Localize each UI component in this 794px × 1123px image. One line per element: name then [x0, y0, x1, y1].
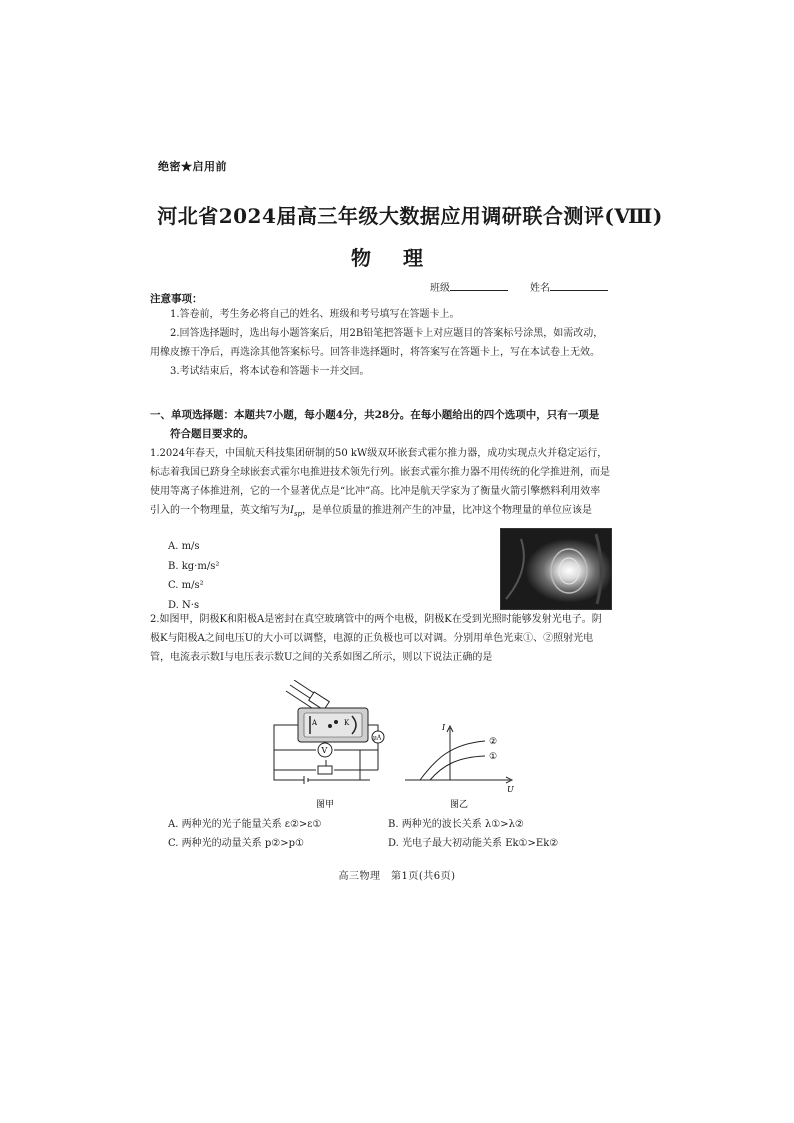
axis-i-label: I — [442, 723, 446, 732]
question-1-options — [168, 537, 219, 615]
circuit-and-graph — [260, 680, 530, 810]
notice-list — [150, 305, 604, 381]
question-2-figures — [260, 680, 530, 810]
option-c[interactable]: C. 两种光的动量关系 p②>p① — [168, 838, 304, 849]
option-a[interactable]: A. m/s — [168, 541, 200, 552]
notice-item: 3.考试结束后，将本试卷和答题卡一并交回。 — [170, 366, 370, 377]
notice-item: 1.答卷前，考生务必将自己的姓名、班级和考号填写在答题卡上。 — [170, 309, 460, 320]
option-c[interactable]: C. m/s² — [168, 580, 204, 591]
figure-a-label: 图甲 — [316, 800, 335, 810]
thruster-image — [501, 529, 611, 609]
subject-title: 物 理 — [351, 246, 429, 270]
option-b[interactable]: B. 两种光的波长关系 λ①>λ② — [388, 819, 524, 830]
light-beam-icon — [286, 680, 329, 712]
section-heading-line1: 一、单项选择题：本题共7小题，每小题4分，共28分。在每小题给出的四个选项中，只有一项是 — [150, 409, 600, 421]
microammeter-label: μA — [373, 734, 382, 742]
name-label: 姓名 — [530, 283, 550, 294]
axis-u-label: U — [507, 785, 514, 794]
section-heading-line2: 符合题目要求的。 — [170, 428, 254, 440]
option-d[interactable]: D. 光电子最大初动能关系 Ek①>Ek② — [388, 838, 559, 849]
voltmeter-label: V — [321, 746, 328, 755]
class-label: 班级 — [430, 283, 450, 294]
option-a[interactable]: A. 两种光的光子能量关系 ε②>ε① — [168, 819, 322, 830]
exam-title: 河北省2024届高三年级大数据应用调研联合测评(Ⅷ) — [157, 204, 663, 228]
page-footer: 高三物理 第1页(共6页) — [338, 871, 456, 882]
notice-heading: 注意事项： — [150, 293, 203, 305]
option-d[interactable]: D. N·s — [168, 599, 200, 611]
curve-1-label: ① — [489, 752, 498, 762]
anode-label: A — [312, 719, 318, 727]
question-1-text: 1.2024年春天，中国航天科技集团研制的50 kW级双环嵌套式霍尔推力器，成功实现点火并稳定运行，标志着我国已跻身全球嵌套式霍尔电推进技术领先行列。嵌套式霍尔推力器不用传统的化学推进剂，而是使用等离子体推进剂，它的一个显著优点是“比冲”高。比冲是航天学家为了衡量火箭引擎燃料利用效率引入的一个物理量，英文缩写为 — [150, 448, 610, 516]
thruster-photo — [500, 528, 612, 610]
figure-b-label: 图乙 — [450, 800, 469, 810]
confidential-mark: 绝密★启用前 — [158, 160, 227, 173]
curve-2 — [420, 741, 485, 780]
question-2-options — [168, 815, 608, 853]
class-blank[interactable] — [450, 281, 508, 291]
section-heading — [150, 406, 610, 444]
question-2 — [150, 610, 610, 667]
student-info-fields — [430, 279, 608, 294]
name-blank[interactable] — [550, 281, 608, 291]
question-2-stem: 2.如图甲，阴极K和阳极A是密封在真空玻璃管中的两个电极，阴极K在受到光照时能够发射光电子。阴极K与阳极A之间电压U的大小可以调整，电源的正负极也可以对调。分别用单色光束①、②照射光电管，电流表示数I与电压表示数U之间的关系如图乙所示，则以下说法正确的是 — [150, 614, 602, 663]
notice-item: 2.回答选择题时，选出每小题答案后，用2B铅笔把答题卡上对应题目的答案标号涂黑，如需改动，用橡皮擦干净后，再选涂其他答案标号。回答非选择题时，将答案写在答题卡上，写在本试卷上无效。 — [150, 328, 604, 358]
question-1-stem — [150, 444, 610, 524]
question-1-text-tail: ，是单位质量的推进剂产生的冲量，比冲这个物理量的单位应该是 — [302, 505, 593, 516]
option-b[interactable]: B. kg·m/s² — [168, 560, 220, 572]
cathode-label: K — [344, 719, 350, 727]
question-1 — [150, 444, 610, 524]
isp-symbol: $I_{sp}$ — [290, 505, 303, 518]
curve-2-label: ② — [489, 737, 498, 747]
